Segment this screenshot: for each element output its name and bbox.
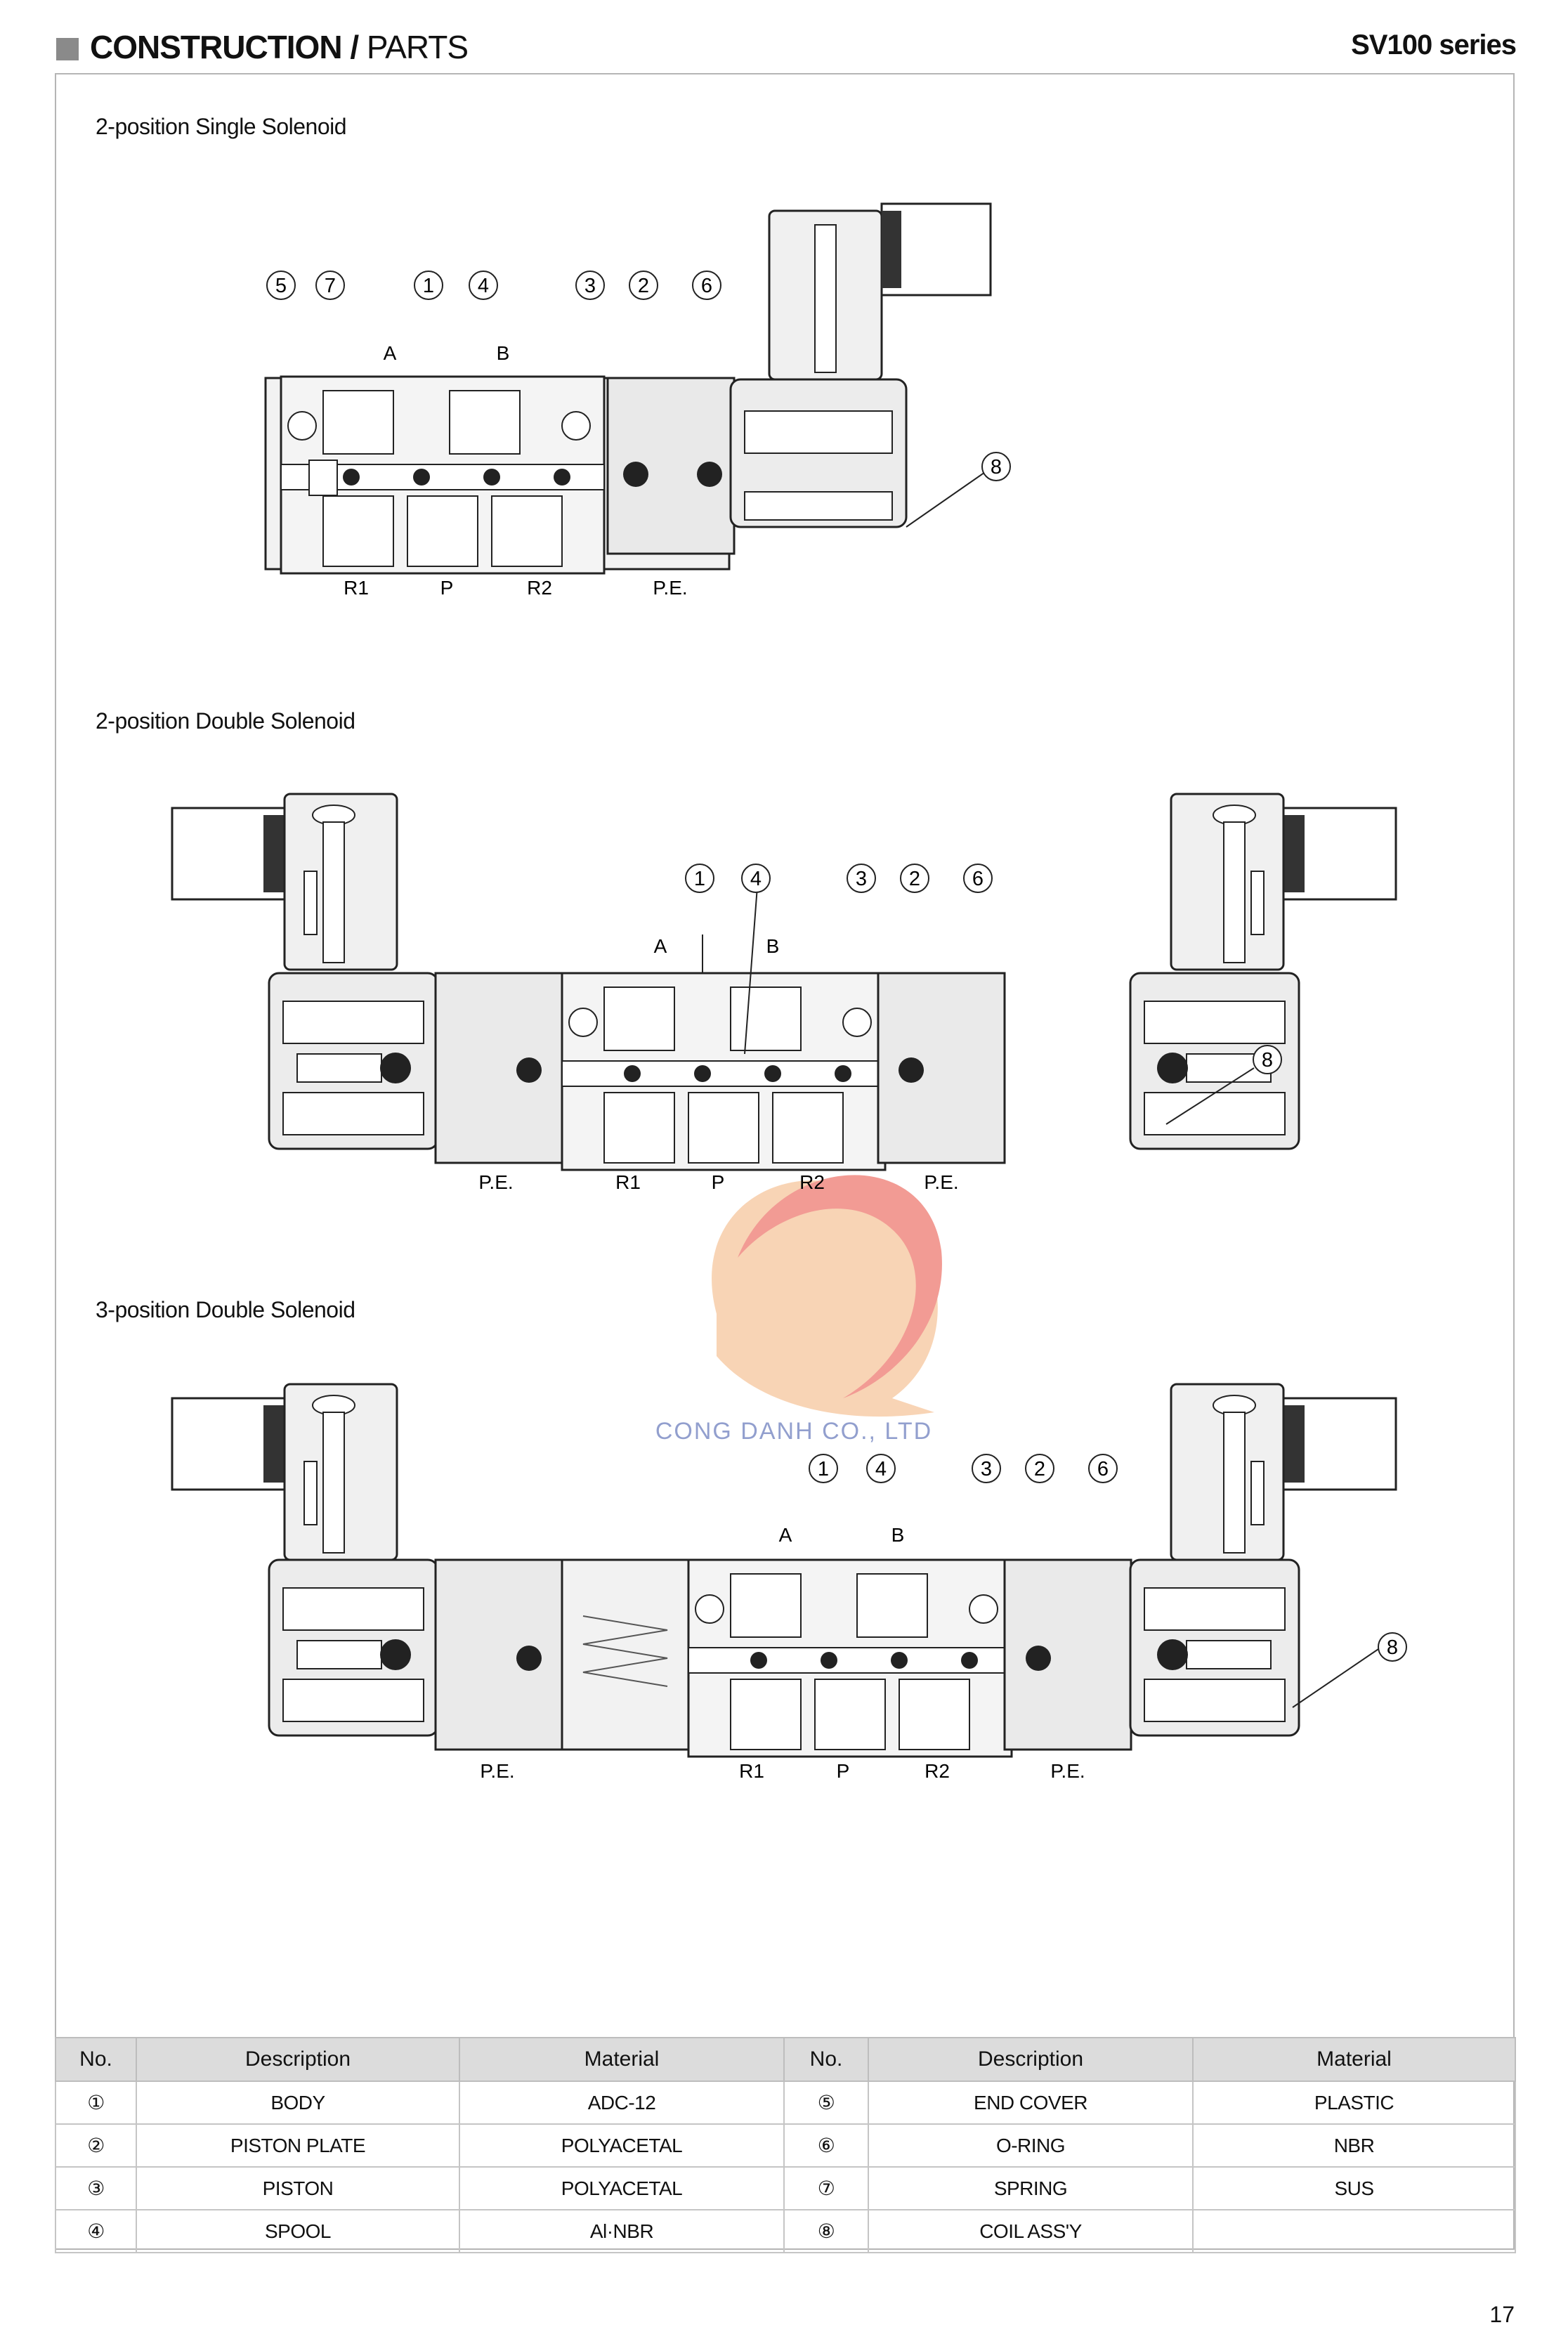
port-label: B xyxy=(891,1524,905,1546)
svg-text:4: 4 xyxy=(875,1458,887,1480)
cell: ② xyxy=(55,2124,136,2167)
diagram-double2 xyxy=(172,794,1396,1170)
cell: ④ xyxy=(55,2210,136,2253)
callout-double3-2 xyxy=(1026,1454,1054,1483)
cell: PLASTIC xyxy=(1193,2081,1515,2124)
callout-single-7 xyxy=(316,271,344,299)
table-header-row xyxy=(55,2038,1515,2081)
cell: NBR xyxy=(1193,2124,1515,2167)
port-label: P.E. xyxy=(478,1171,514,1193)
col-description-1: Description xyxy=(136,2038,459,2081)
port-label: A xyxy=(383,342,397,364)
cell: O-RING xyxy=(868,2124,1193,2167)
parts-table xyxy=(55,2037,1516,2253)
table-row xyxy=(55,2081,1515,2124)
svg-text:6: 6 xyxy=(972,868,984,890)
diagram-single xyxy=(266,204,991,573)
title-construction: CONSTRUCTION xyxy=(90,29,342,65)
svg-text:3: 3 xyxy=(855,868,868,890)
cell xyxy=(1193,2210,1515,2253)
cell: COIL ASS'Y xyxy=(868,2210,1193,2253)
svg-text:7: 7 xyxy=(324,275,337,297)
watermark-logo xyxy=(712,1175,942,1417)
svg-text:2: 2 xyxy=(637,275,650,297)
col-no-1: No. xyxy=(55,2038,136,2081)
cell: PISTON PLATE xyxy=(136,2124,459,2167)
col-material-1: Material xyxy=(459,2038,784,2081)
cell: BODY xyxy=(136,2081,459,2124)
callout-double2-1 xyxy=(686,864,714,892)
svg-text:8: 8 xyxy=(1261,1049,1274,1072)
port-label: P.E. xyxy=(1050,1760,1085,1782)
port-label: B xyxy=(766,935,780,957)
port-label: P xyxy=(711,1171,725,1193)
cell: ③ xyxy=(55,2167,136,2210)
cell: POLYACETAL xyxy=(459,2124,784,2167)
title-parts: PARTS xyxy=(366,29,469,65)
port-label: P xyxy=(440,577,454,599)
svg-text:6: 6 xyxy=(700,275,713,297)
port-label: P.E. xyxy=(653,577,688,599)
port-label: R2 xyxy=(925,1760,950,1782)
col-no-2: No. xyxy=(784,2038,868,2081)
cell: ⑥ xyxy=(784,2124,868,2167)
port-label: P.E. xyxy=(480,1760,515,1782)
section-title-single: 2-position Single Solenoid xyxy=(96,114,347,139)
page-number: 17 xyxy=(1489,2302,1515,2327)
series-label: SV100 series xyxy=(1351,30,1516,60)
port-label: R1 xyxy=(739,1760,764,1782)
svg-text:8: 8 xyxy=(1386,1636,1399,1659)
callout-single-4 xyxy=(469,271,497,299)
port-label: R1 xyxy=(615,1171,641,1193)
callout-double2-4 xyxy=(742,864,770,892)
port-label: R1 xyxy=(344,577,369,599)
cell: POLYACETAL xyxy=(459,2167,784,2210)
svg-text:3: 3 xyxy=(980,1458,993,1480)
table-row xyxy=(55,2210,1515,2253)
cell: ⑦ xyxy=(784,2167,868,2210)
svg-text:4: 4 xyxy=(750,868,762,890)
watermark-text: CONG DANH CO., LTD xyxy=(655,1418,933,1445)
callout-single-1 xyxy=(414,271,443,299)
callout-single-6 xyxy=(693,271,721,299)
cell: SPRING xyxy=(868,2167,1193,2210)
callout-single-8 xyxy=(982,452,1010,481)
svg-text:4: 4 xyxy=(477,275,490,297)
cell: ① xyxy=(55,2081,136,2124)
table-row xyxy=(55,2124,1515,2167)
svg-text:6: 6 xyxy=(1097,1458,1109,1480)
callout-double3-6 xyxy=(1089,1454,1117,1483)
callout-single-5 xyxy=(267,271,295,299)
port-label: R2 xyxy=(799,1171,825,1193)
port-label: R2 xyxy=(527,577,552,599)
port-label: P xyxy=(836,1760,850,1782)
svg-text:1: 1 xyxy=(817,1458,830,1480)
svg-text:2: 2 xyxy=(1033,1458,1046,1480)
callout-double2-8 xyxy=(1253,1046,1281,1074)
table-row xyxy=(55,2167,1515,2210)
cell: ADC-12 xyxy=(459,2081,784,2124)
cell: END COVER xyxy=(868,2081,1193,2124)
col-description-2: Description xyxy=(868,2038,1193,2081)
callout-double2-6 xyxy=(964,864,992,892)
section-title-double3: 3-position Double Solenoid xyxy=(96,1297,355,1322)
callout-double3-8 xyxy=(1378,1633,1406,1661)
callout-double3-1 xyxy=(809,1454,837,1483)
svg-text:1: 1 xyxy=(422,275,435,297)
section-title-double2: 2-position Double Solenoid xyxy=(96,708,355,734)
cell: SPOOL xyxy=(136,2210,459,2253)
callout-single-2 xyxy=(629,271,658,299)
callout-double2-2 xyxy=(901,864,929,892)
callout-double2-3 xyxy=(847,864,875,892)
cell: ⑧ xyxy=(784,2210,868,2253)
svg-text:5: 5 xyxy=(275,275,287,297)
port-label: B xyxy=(496,342,510,364)
svg-text:8: 8 xyxy=(990,456,1002,478)
svg-text:1: 1 xyxy=(693,868,706,890)
port-label: A xyxy=(653,935,667,957)
svg-text:2: 2 xyxy=(908,868,921,890)
svg-text:3: 3 xyxy=(584,275,596,297)
callout-single-3 xyxy=(576,271,604,299)
title-separator: / xyxy=(341,29,367,65)
port-label: A xyxy=(778,1524,792,1546)
callout-double3-4 xyxy=(867,1454,895,1483)
cell: ⑤ xyxy=(784,2081,868,2124)
port-label: P.E. xyxy=(924,1171,959,1193)
col-material-2: Material xyxy=(1193,2038,1515,2081)
cell: Al·NBR xyxy=(459,2210,784,2253)
callout-double3-3 xyxy=(972,1454,1000,1483)
cell: PISTON xyxy=(136,2167,459,2210)
cell: SUS xyxy=(1193,2167,1515,2210)
